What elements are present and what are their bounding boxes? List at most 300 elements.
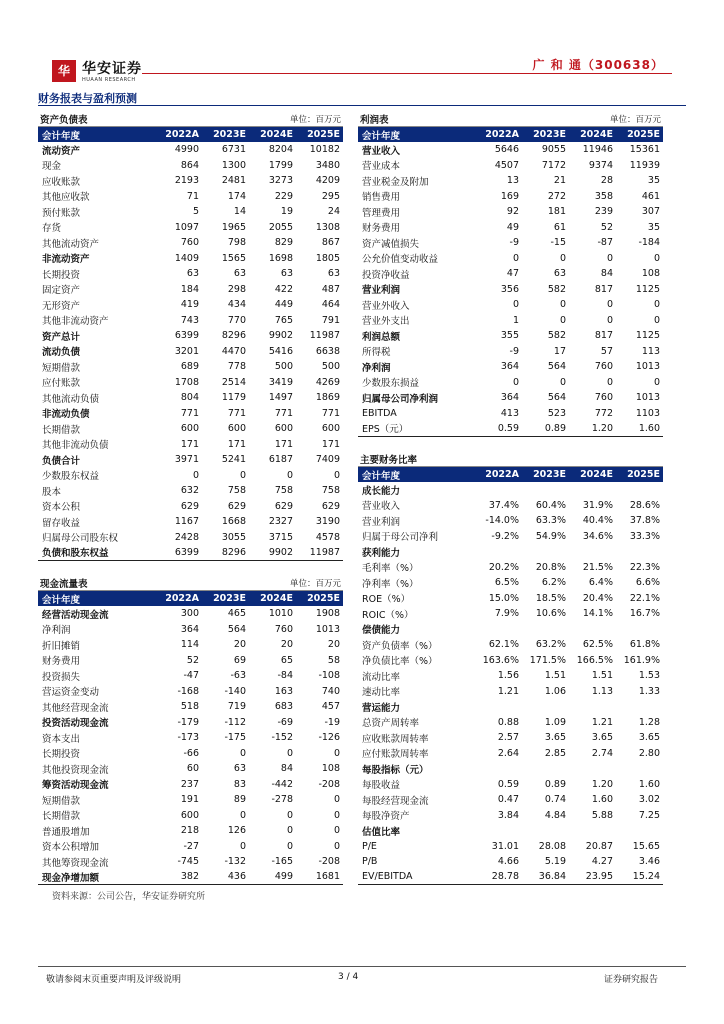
row-value: 0 <box>239 747 246 759</box>
table-title: 利润表 <box>360 114 389 126</box>
row-label: 净利率（%） <box>362 578 419 590</box>
row-value: 6399 <box>174 330 199 342</box>
table-row <box>38 777 343 793</box>
ratio-table <box>358 451 663 885</box>
row-value: 7409 <box>315 454 340 466</box>
row-value: 3273 <box>268 175 293 187</box>
row-label: 营业税金及附加 <box>362 176 429 188</box>
table-row <box>358 684 663 700</box>
table-row <box>358 173 663 189</box>
table-row <box>358 220 663 236</box>
row-value: 771 <box>180 407 199 419</box>
row-value: 0 <box>286 469 293 481</box>
row-value: 1.20 <box>591 422 613 434</box>
row-value: 0 <box>653 314 660 326</box>
row-value: 743 <box>180 314 199 326</box>
row-label: 现金净增加额 <box>42 872 100 884</box>
row-value: 1125 <box>635 283 660 295</box>
row-value: 34.6% <box>582 530 613 542</box>
row-value: 11939 <box>629 159 660 171</box>
row-value: 20 <box>280 639 293 651</box>
row-value: -184 <box>638 237 660 249</box>
table-row <box>358 560 663 576</box>
row-label: EBITDA <box>362 407 397 419</box>
row-value: 4.66 <box>497 856 519 868</box>
row-value: 0 <box>333 794 340 806</box>
row-value: 28.78 <box>491 871 519 883</box>
table-header-cell: 2022A <box>485 129 519 140</box>
row-value: 0 <box>192 469 199 481</box>
row-value: 422 <box>274 283 293 295</box>
table-row <box>38 839 343 855</box>
row-value: 21 <box>553 175 566 187</box>
row-value: 1908 <box>315 608 340 620</box>
row-value: 765 <box>274 314 293 326</box>
header-divider <box>142 73 672 74</box>
row-value: 3419 <box>268 376 293 388</box>
row-value: 89 <box>233 794 246 806</box>
table-row <box>358 777 663 793</box>
row-value: 10182 <box>309 144 340 156</box>
row-value: 600 <box>227 423 246 435</box>
row-value: 307 <box>641 206 660 218</box>
row-value: -179 <box>177 716 199 728</box>
table-row <box>358 375 663 391</box>
row-value: 20 <box>327 639 340 651</box>
row-label: 资产减值损失 <box>362 238 420 250</box>
row-value: 37.8% <box>629 515 660 527</box>
row-label: 财务费用 <box>42 656 81 668</box>
row-value: -69 <box>277 716 293 728</box>
row-value: 0 <box>606 314 613 326</box>
table-row <box>358 189 663 205</box>
table-row <box>358 591 663 607</box>
row-value: 487 <box>321 283 340 295</box>
table-row <box>38 189 343 205</box>
row-value: 1.13 <box>591 685 613 697</box>
row-value: 1565 <box>221 252 246 264</box>
row-value: 15.24 <box>632 871 660 883</box>
row-value: 382 <box>180 871 199 883</box>
row-value: 413 <box>500 407 519 419</box>
row-value: 163.6% <box>482 654 519 666</box>
row-value: 1497 <box>268 392 293 404</box>
row-label: 净利润 <box>362 362 391 374</box>
table-row <box>38 530 343 546</box>
row-label: 其他非流动资产 <box>42 316 109 328</box>
row-label: 其他应收款 <box>42 192 90 204</box>
row-label: 管理费用 <box>362 207 401 219</box>
row-value: 237 <box>180 778 199 790</box>
table-header-cell: 2025E <box>627 469 660 480</box>
row-value: 3.84 <box>497 809 519 821</box>
income-statement-table <box>358 111 663 437</box>
row-value: 5.19 <box>544 856 566 868</box>
row-value: 0.89 <box>544 778 566 790</box>
row-value: 163 <box>274 685 293 697</box>
table-title: 现金流量表 <box>40 578 88 590</box>
row-value: 817 <box>594 330 613 342</box>
row-label: 折旧摊销 <box>42 640 81 652</box>
table-row <box>358 251 663 267</box>
row-value: 4990 <box>174 144 199 156</box>
row-value: 1.51 <box>544 670 566 682</box>
row-value: 11987 <box>309 546 340 558</box>
table-row <box>38 606 343 622</box>
row-label: 归属母公司股东权 <box>42 533 119 545</box>
company-title: 广 和 通（300638） <box>532 58 664 72</box>
row-label: 营业收入 <box>362 501 401 513</box>
row-value: 2.74 <box>591 747 613 759</box>
table-row <box>358 235 663 251</box>
row-value: 63.3% <box>535 515 566 527</box>
row-value: 14.1% <box>582 608 613 620</box>
row-label: 其他流动资产 <box>42 238 100 250</box>
row-value: 28.6% <box>629 499 660 511</box>
row-label: 非流动负债 <box>42 409 90 421</box>
row-value: 689 <box>180 361 199 373</box>
row-value: 771 <box>321 407 340 419</box>
row-value: 0.59 <box>497 422 519 434</box>
row-label: 总资产周转率 <box>362 718 420 730</box>
row-value: 63 <box>280 268 293 280</box>
row-value: 0 <box>559 314 566 326</box>
row-value: 1097 <box>174 221 199 233</box>
row-label: 其他筹资现金流 <box>42 857 109 869</box>
row-value: 52 <box>600 221 613 233</box>
table-row <box>38 761 343 777</box>
table-row <box>358 142 663 158</box>
row-value: 600 <box>180 423 199 435</box>
row-value: 22.3% <box>629 561 660 573</box>
row-value: 0 <box>286 809 293 821</box>
row-label: 每股净资产 <box>362 811 410 823</box>
row-value: -66 <box>183 747 199 759</box>
row-value: 5 <box>192 206 199 218</box>
row-value: 758 <box>227 485 246 497</box>
row-value: 600 <box>274 423 293 435</box>
row-value: 518 <box>180 701 199 713</box>
row-value: 629 <box>180 500 199 512</box>
row-label: 投资损失 <box>42 671 81 683</box>
row-value: 3715 <box>268 531 293 543</box>
table-row <box>358 870 663 886</box>
row-value: 191 <box>180 794 199 806</box>
row-value: 2055 <box>268 221 293 233</box>
table-row <box>358 792 663 808</box>
row-label: 投资净收益 <box>362 269 410 281</box>
row-value: 0.47 <box>497 794 519 806</box>
table-row <box>358 498 663 514</box>
row-value: 464 <box>321 299 340 311</box>
row-value: 461 <box>641 190 660 202</box>
row-label: 长期投资 <box>42 269 81 281</box>
row-value: 1013 <box>635 392 660 404</box>
row-value: -87 <box>597 237 613 249</box>
table-header-cell: 会计年度 <box>42 130 81 142</box>
row-value: 0 <box>559 299 566 311</box>
table-header-cell: 2024E <box>580 469 613 480</box>
row-value: 829 <box>274 237 293 249</box>
row-label: 筹资活动现金流 <box>42 780 109 792</box>
row-label: 短期借款 <box>42 362 81 374</box>
row-value: 0 <box>333 747 340 759</box>
footer-report-type: 证券研究报告 <box>603 975 658 985</box>
table-header-cell: 2025E <box>627 129 660 140</box>
row-value: 1708 <box>174 376 199 388</box>
row-label: 应收账款周转率 <box>362 733 429 745</box>
row-value: 358 <box>594 190 613 202</box>
row-value: 35 <box>647 175 660 187</box>
row-value: 31.01 <box>491 840 519 852</box>
row-value: 10.6% <box>535 608 566 620</box>
table-row <box>38 870 343 886</box>
table-row <box>38 684 343 700</box>
table-header-row <box>38 591 343 606</box>
table-row <box>38 514 343 530</box>
table-row <box>38 313 343 329</box>
row-value: 60 <box>186 763 199 775</box>
row-value: 771 <box>227 407 246 419</box>
row-value: 63.2% <box>535 639 566 651</box>
row-value: 0 <box>239 469 246 481</box>
row-value: 449 <box>274 299 293 311</box>
row-value: -208 <box>318 856 340 868</box>
table-row <box>38 204 343 220</box>
row-label: 长期投资 <box>42 749 81 761</box>
row-value: 3480 <box>315 159 340 171</box>
row-value: 15.0% <box>488 592 519 604</box>
row-value: 500 <box>321 361 340 373</box>
row-value: 798 <box>227 237 246 249</box>
row-value: 18.5% <box>535 592 566 604</box>
row-label: EPS（元） <box>362 424 409 436</box>
row-value: 1308 <box>315 221 340 233</box>
table-header-cell: 2023E <box>533 129 566 140</box>
table-row <box>38 282 343 298</box>
source-note: 资料来源：公司公告，华安证券研究所 <box>52 892 206 902</box>
row-label: 销售费用 <box>362 192 401 204</box>
row-value: 171.5% <box>529 654 566 666</box>
table-header-cell: 2022A <box>165 593 199 604</box>
row-label: 资本支出 <box>42 733 81 745</box>
row-value: 364 <box>180 623 199 635</box>
table-row <box>358 313 663 329</box>
row-value: 5.88 <box>591 809 613 821</box>
row-value: 364 <box>500 392 519 404</box>
row-value: 0 <box>606 299 613 311</box>
row-value: -19 <box>324 716 340 728</box>
row-label: 每股经营现金流 <box>362 795 429 807</box>
table-row <box>358 854 663 870</box>
row-value: 1167 <box>174 516 199 528</box>
row-value: 2327 <box>268 516 293 528</box>
table-row <box>38 359 343 375</box>
row-label: 应收账款 <box>42 176 81 188</box>
row-label: 净负债比率（%） <box>362 656 438 668</box>
section-title: 财务报表与盈利预测 <box>38 92 137 105</box>
row-value: 1869 <box>315 392 340 404</box>
table-caption <box>358 451 663 467</box>
row-value: 8296 <box>221 330 246 342</box>
row-value: 6.5% <box>494 577 519 589</box>
row-value: 3971 <box>174 454 199 466</box>
row-label: 财务费用 <box>362 223 401 235</box>
row-value: 3.46 <box>638 856 660 868</box>
table-header-cell: 会计年度 <box>42 594 81 606</box>
row-value: 499 <box>274 871 293 883</box>
row-value: 457 <box>321 701 340 713</box>
table-header-cell: 会计年度 <box>362 470 401 482</box>
row-value: 804 <box>180 392 199 404</box>
row-label: 净利润 <box>42 625 71 637</box>
table-row <box>38 173 343 189</box>
row-value: 1125 <box>635 330 660 342</box>
table-row <box>358 282 663 298</box>
row-value: 0 <box>286 840 293 852</box>
table-row <box>38 344 343 360</box>
row-value: 114 <box>180 639 199 651</box>
row-value: 770 <box>227 314 246 326</box>
row-value: 3.65 <box>591 732 613 744</box>
table-row <box>358 575 663 591</box>
row-value: 2.85 <box>544 747 566 759</box>
row-value: 57 <box>600 345 613 357</box>
row-value: 0 <box>333 469 340 481</box>
row-value: 47 <box>506 268 519 280</box>
table-header-row <box>358 467 663 482</box>
page-number: 3 / 4 <box>338 972 359 982</box>
row-value: 1409 <box>174 252 199 264</box>
row-value: 1.56 <box>497 670 519 682</box>
table-row <box>358 668 663 684</box>
row-label: 营业收入 <box>362 145 401 157</box>
row-label: P/B <box>362 856 378 868</box>
row-value: 83 <box>233 778 246 790</box>
row-label: 流动比率 <box>362 671 401 683</box>
row-value: 1300 <box>221 159 246 171</box>
row-value: 5416 <box>268 345 293 357</box>
table-row <box>358 297 663 313</box>
table-row <box>358 529 663 545</box>
row-value: 22.1% <box>629 592 660 604</box>
row-value: -126 <box>318 732 340 744</box>
table-row <box>38 715 343 731</box>
row-value: 2514 <box>221 376 246 388</box>
row-value: 0 <box>559 376 566 388</box>
table-unit: 单位：百万元 <box>289 578 341 589</box>
row-value: 436 <box>227 871 246 883</box>
row-value: 21.5% <box>582 561 613 573</box>
table-row <box>358 544 663 560</box>
row-value: -14.0% <box>485 515 519 527</box>
row-value: -442 <box>271 778 293 790</box>
row-value: 1.60 <box>591 794 613 806</box>
row-value: 272 <box>547 190 566 202</box>
row-value: -745 <box>177 856 199 868</box>
row-value: 171 <box>180 438 199 450</box>
row-value: 1.09 <box>544 716 566 728</box>
row-value: 758 <box>321 485 340 497</box>
row-label: 资本公积增加 <box>42 842 100 854</box>
row-label: P/E <box>362 840 377 852</box>
table-header-cell: 会计年度 <box>362 130 401 142</box>
row-value: 1805 <box>315 252 340 264</box>
table-row <box>38 668 343 684</box>
row-value: 1103 <box>635 407 660 419</box>
row-label: 营业外收入 <box>362 300 410 312</box>
row-value: 40.4% <box>582 515 613 527</box>
row-value: 772 <box>594 407 613 419</box>
row-value: 564 <box>547 392 566 404</box>
row-label: 所得税 <box>362 347 391 359</box>
row-label: 成长能力 <box>362 485 401 497</box>
row-value: 760 <box>274 623 293 635</box>
table-row <box>38 792 343 808</box>
row-value: 60.4% <box>535 499 566 511</box>
row-value: 1 <box>512 314 519 326</box>
row-value: -165 <box>271 856 293 868</box>
row-value: 0 <box>653 252 660 264</box>
table-row <box>358 637 663 653</box>
row-label: 长期借款 <box>42 424 81 436</box>
footer-disclaimer: 敬请参阅末页重要声明及评级说明 <box>46 975 182 985</box>
balance-sheet-table <box>38 111 343 561</box>
cashflow-table <box>38 575 343 885</box>
row-label: 股本 <box>42 486 62 498</box>
row-label: 其他投资现金流 <box>42 764 109 776</box>
row-value: 1.60 <box>638 778 660 790</box>
row-value: -9 <box>509 345 519 357</box>
row-value: 229 <box>274 190 293 202</box>
row-value: 3.65 <box>544 732 566 744</box>
row-value: 1.28 <box>638 716 660 728</box>
table-row <box>38 622 343 638</box>
row-label: 其他经营现金流 <box>42 702 109 714</box>
table-row <box>38 653 343 669</box>
row-value: 1.53 <box>638 670 660 682</box>
row-label: 偿债能力 <box>362 625 401 637</box>
row-value: 31.9% <box>582 499 613 511</box>
table-header-cell: 2023E <box>213 593 246 604</box>
row-label: 少数股东权益 <box>42 471 100 483</box>
table-row <box>358 344 663 360</box>
row-value: 0 <box>239 809 246 821</box>
row-value: 218 <box>180 825 199 837</box>
row-label: 归属于母公司净利 <box>362 532 439 544</box>
row-value: 3190 <box>315 516 340 528</box>
row-value: 184 <box>180 283 199 295</box>
row-label: 负债和股东权益 <box>42 548 109 560</box>
row-value: 9055 <box>541 144 566 156</box>
row-label: 存货 <box>42 223 62 235</box>
row-value: 28 <box>600 175 613 187</box>
row-value: 4578 <box>315 531 340 543</box>
row-label: 营业利润 <box>362 285 401 297</box>
row-value: 84 <box>600 268 613 280</box>
row-value: 6.4% <box>588 577 613 589</box>
table-row <box>38 142 343 158</box>
row-value: 20.2% <box>488 561 519 573</box>
row-value: 1013 <box>635 361 660 373</box>
table-row <box>358 359 663 375</box>
table-row <box>358 823 663 839</box>
table-row <box>38 730 343 746</box>
row-value: 629 <box>321 500 340 512</box>
row-value: -175 <box>224 732 246 744</box>
row-value: 629 <box>274 500 293 512</box>
row-label: 应付账款 <box>42 378 81 390</box>
